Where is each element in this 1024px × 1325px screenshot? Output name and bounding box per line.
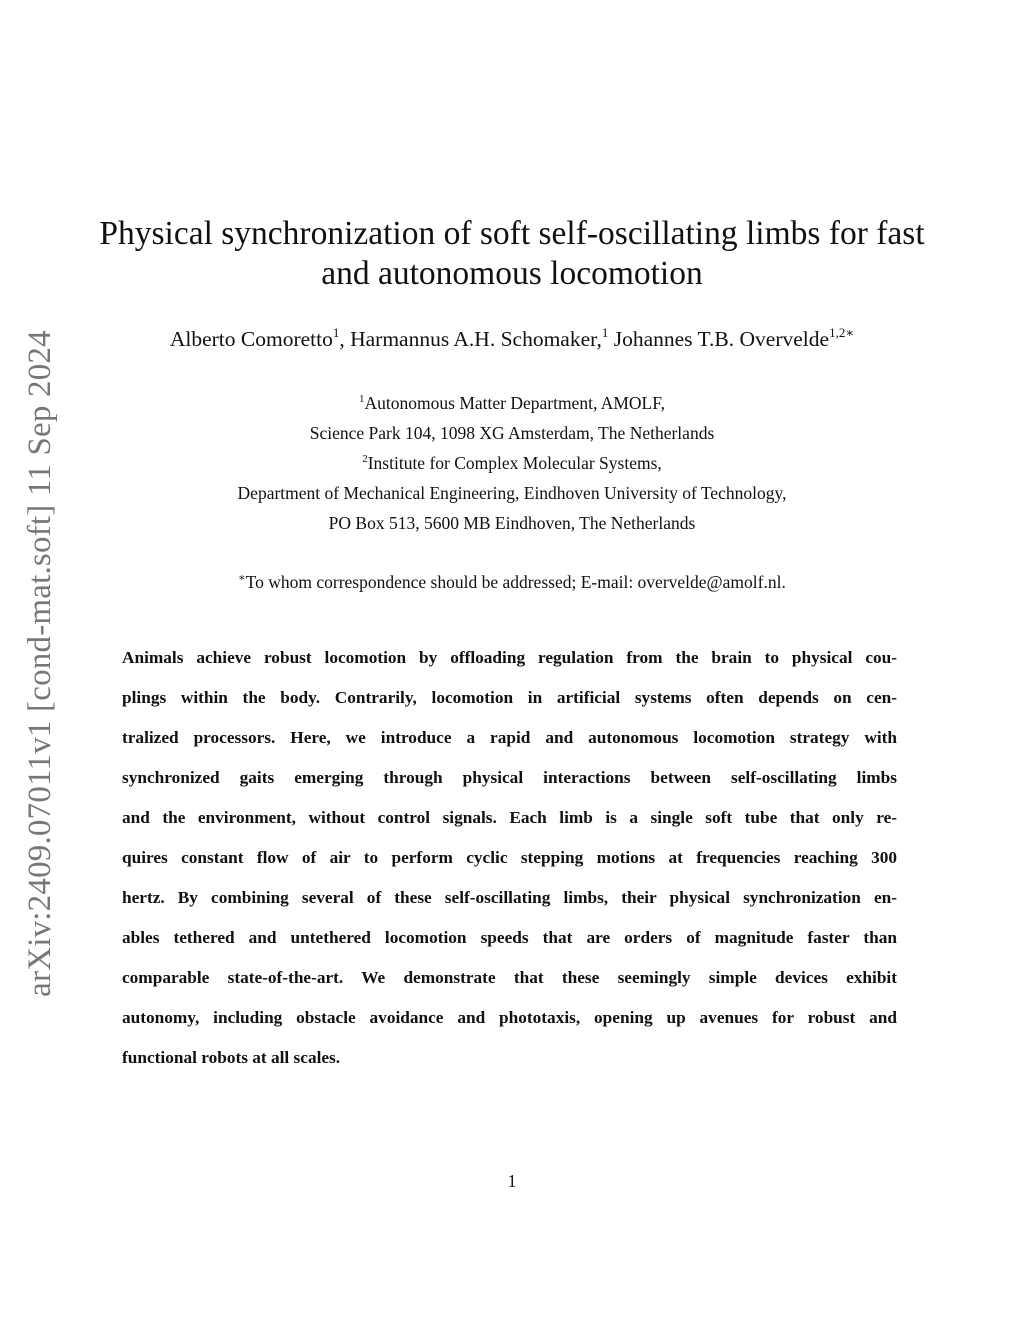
author-affiliation-marker: 1	[332, 325, 340, 340]
affiliation-block	[60, 388, 964, 538]
abstract-line: autonomy, including obstacle avoidance and phototaxis, opening up avenues for robust and	[122, 1008, 897, 1027]
affiliation-line	[60, 478, 964, 508]
author-name: Alberto Comoretto	[169, 327, 333, 351]
affiliation-text: Autonomous Matter Department, AMOLF,	[364, 393, 665, 413]
affiliation-text: Institute for Complex Molecular Systems,	[367, 453, 662, 473]
correspondence-note	[60, 567, 964, 597]
abstract-line: plings within the body. Contrarily, locomotion in artificial systems often depends on cen-	[122, 688, 897, 707]
affiliation-line	[60, 418, 964, 448]
abstract	[122, 643, 897, 1083]
affiliation-text: PO Box 513, 5600 MB Eindhoven, The Netherlands	[328, 513, 696, 533]
author-name: Harmannus A.H. Schomaker,	[350, 327, 602, 351]
page-number: 1	[507, 1171, 517, 1191]
author-affiliation-marker: 1,2∗	[829, 325, 855, 340]
affiliation-text: Science Park 104, 1098 XG Amsterdam, The Netherlands	[309, 423, 715, 443]
arxiv-identifier-text: arXiv:2409.07011v1 [cond-mat.soft] 11 Sep 2024	[21, 329, 58, 997]
abstract-line: and the environment, without control signals. Each limb is a single soft tube that only re-	[122, 808, 897, 827]
affiliation-line	[60, 388, 964, 418]
abstract-line: synchronized gaits emerging through physical interactions between self-oscillating limbs	[122, 768, 897, 787]
affiliation-text: Department of Mechanical Engineering, Eindhoven University of Technology,	[237, 483, 787, 503]
abstract-line: quires constant flow of air to perform cyclic stepping motions at frequencies reaching 300	[122, 848, 897, 867]
abstract-line: Animals achieve robust locomotion by offloading regulation from the brain to physical cou-	[122, 648, 897, 667]
abstract-line: tralized processors. Here, we introduce a rapid and autonomous locomotion strategy with	[122, 728, 897, 747]
paper-title	[70, 214, 954, 294]
author-affiliation-marker: 1	[601, 325, 609, 340]
correspondence-text: To whom correspondence should be addressed; E-mail: overvelde@amolf.nl.	[245, 572, 786, 592]
abstract-line: functional robots at all scales.	[122, 1048, 341, 1067]
title-line: Physical synchronization of soft self-oscillating limbs for fast	[99, 215, 925, 252]
affiliation-marker: 1	[359, 393, 365, 405]
author-list	[60, 324, 964, 354]
abstract-line: ables tethered and untethered locomotion speeds that are orders of magnitude faster than	[122, 928, 897, 947]
arxiv-identifier-stamp	[18, 318, 62, 1008]
author-name: Johannes T.B. Overvelde	[613, 327, 830, 351]
title-line: and autonomous locomotion	[321, 255, 703, 292]
abstract-line: comparable state-of-the-art. We demonstrate that these seemingly simple devices exhibit	[122, 968, 897, 987]
abstract-line: hertz. By combining several of these self-oscillating limbs, their physical synchronization en-	[122, 888, 897, 907]
correspondence-marker: ∗	[238, 572, 246, 584]
affiliation-line	[60, 448, 964, 478]
author-separator: ,	[339, 327, 351, 351]
affiliation-marker: 2	[362, 453, 368, 465]
affiliation-line	[60, 508, 964, 538]
